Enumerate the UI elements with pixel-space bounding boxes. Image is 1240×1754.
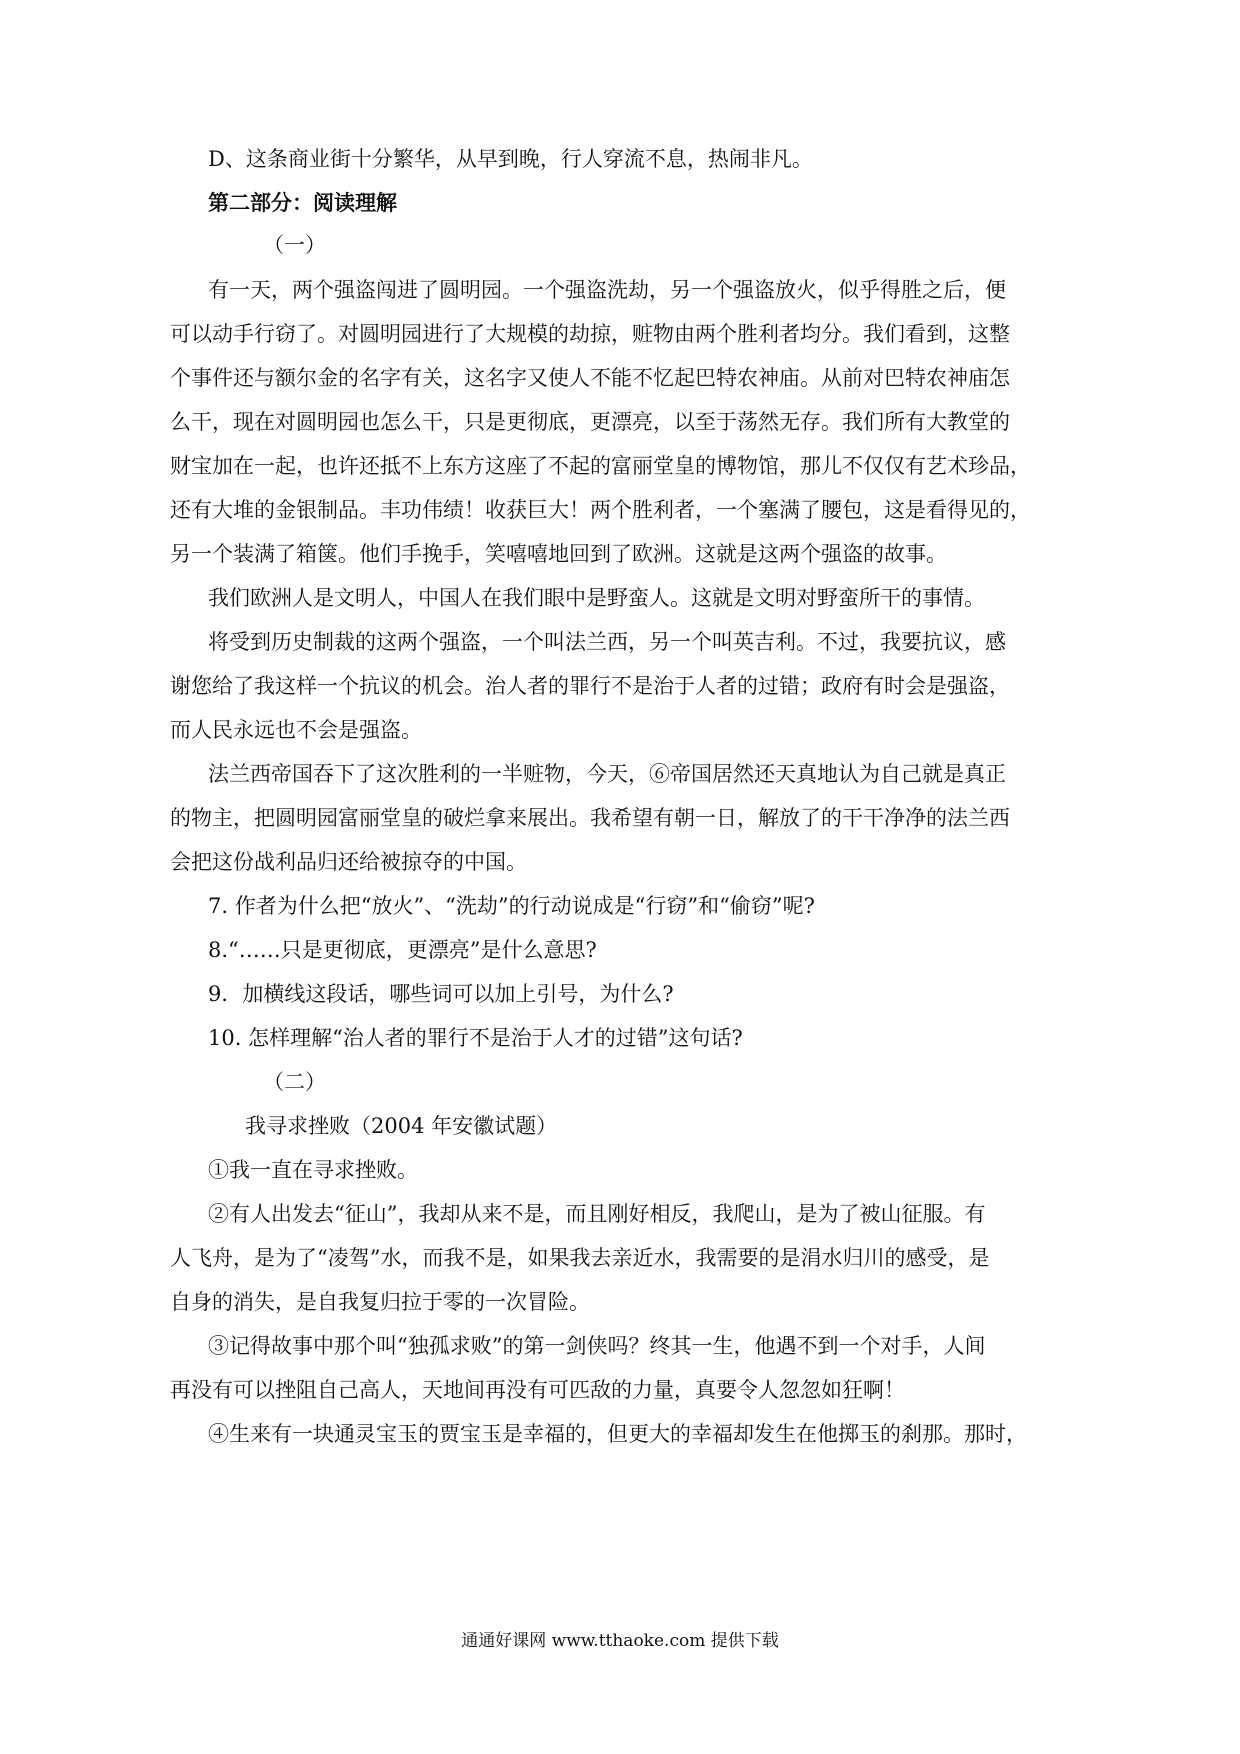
passage-one-p1-line-7: 另一个装满了箱箧。他们手挽手，笑嘻嘻地回到了欧洲。这就是这两个强盗的故事。 — [170, 542, 947, 566]
passage-one-p1-line-5: 财宝加在一起，也许还抵不上东方这座了不起的富丽堂皇的博物馆，那儿不仅仅有艺术珍品， — [170, 454, 1031, 478]
page-footer: 通通好课网 www.tthaoke.com 提供下载 — [461, 1631, 779, 1651]
passage-two-title: 我寻求挫败（2004 年安徽试题） — [245, 1114, 558, 1138]
passage-one-p3-line-1: 将受到历史制裁的这两个强盗，一个叫法兰西，另一个叫英吉利。不过，我要抗议，感 — [208, 630, 1006, 654]
passage-one-p1-line-2: 可以动手行窃了。对圆明园进行了大规模的劫掠，赃物由两个胜利者均分。我们看到，这整 — [170, 322, 1010, 346]
question-7: 7. 作者为什么把“放火”、“洗劫”的行动说成是“行窃”和“偷窃”呢? — [208, 894, 815, 918]
question-8: 8.“……只是更彻底，更漂亮”是什么意思? — [208, 938, 597, 962]
question-9: 9．加横线这段话，哪些词可以加上引号，为什么? — [208, 982, 674, 1006]
passage-two-p2-line-1: ②有人出发去“征山”，我却从来不是，而且刚好相反，我爬山，是为了被山征服。有 — [208, 1202, 986, 1226]
passage-one-p4-line-3: 会把这份战利品归还给被掠夺的中国。 — [170, 850, 527, 874]
passage-one-p2-line-1: 我们欧洲人是文明人，中国人在我们眼中是野蛮人。这就是文明对野蛮所干的事情。 — [208, 586, 985, 610]
passage-two-p3-line-2: 再没有可以挫阻自己高人，天地间再没有可匹敌的力量，真要令人忽忽如狂啊！ — [170, 1378, 905, 1402]
passage-two-p2-line-2: 人飞舟，是为了“凌驾”水，而我不是，如果我去亲近水，我需要的是涓水归川的感受，是 — [170, 1246, 990, 1270]
question-10: 10. 怎样理解“治人者的罪行不是治于人才的过错”这句话? — [208, 1026, 743, 1050]
passage-one-p4-line-1: 法兰西帝国吞下了这次胜利的一半赃物，今天，⑥帝国居然还天真地认为自己就是真正 — [208, 762, 1006, 786]
section-two-marker: （二） — [263, 1070, 326, 1094]
passage-two-p2-line-3: 自身的消失，是自我复归拉于零的一次冒险。 — [170, 1290, 590, 1314]
part-two-heading: 第二部分：阅读理解 — [208, 190, 397, 215]
passage-one-p1-line-4: 么干，现在对圆明园也怎么干，只是更彻底，更漂亮，以至于荡然无存。我们所有大教堂的 — [170, 410, 1010, 434]
option-d-line: D、这条商业街十分繁华，从早到晚，行人穿流不息，热闹非凡。 — [208, 147, 813, 171]
passage-one-p3-line-3: 而人民永远也不会是强盗。 — [170, 718, 422, 742]
passage-two-p4-line-1: ④生来有一块通灵宝玉的贾宝玉是幸福的，但更大的幸福却发生在他掷玉的刹那。那时， — [208, 1422, 1027, 1446]
passage-one-p1-line-1: 有一天，两个强盗闯进了圆明园。一个强盗洗劫，另一个强盗放火，似乎得胜之后，便 — [208, 278, 1006, 302]
passage-one-p1-line-6: 还有大堆的金银制品。丰功伟绩！收获巨大！两个胜利者，一个塞满了腰包，这是看得见的， — [170, 498, 1031, 522]
passage-one-p1-line-3: 个事件还与额尔金的名字有关，这名字又使人不能不忆起巴特农神庙。从前对巴特农神庙怎 — [170, 366, 1010, 390]
passage-two-p1-line-1: ①我一直在寻求挫败。 — [208, 1158, 418, 1182]
section-one-marker: （一） — [263, 233, 326, 257]
passage-one-p4-line-2: 的物主，把圆明园富丽堂皇的破烂拿来展出。我希望有朝一日，解放了的干干净净的法兰西 — [170, 806, 1010, 830]
passage-one-p3-line-2: 谢您给了我这样一个抗议的机会。治人者的罪行不是治于人者的过错；政府有时会是强盗， — [170, 674, 1010, 698]
passage-two-p3-line-1: ③记得故事中那个叫“独孤求败”的第一剑侠吗？终其一生，他遇不到一个对手，人间 — [208, 1334, 986, 1358]
